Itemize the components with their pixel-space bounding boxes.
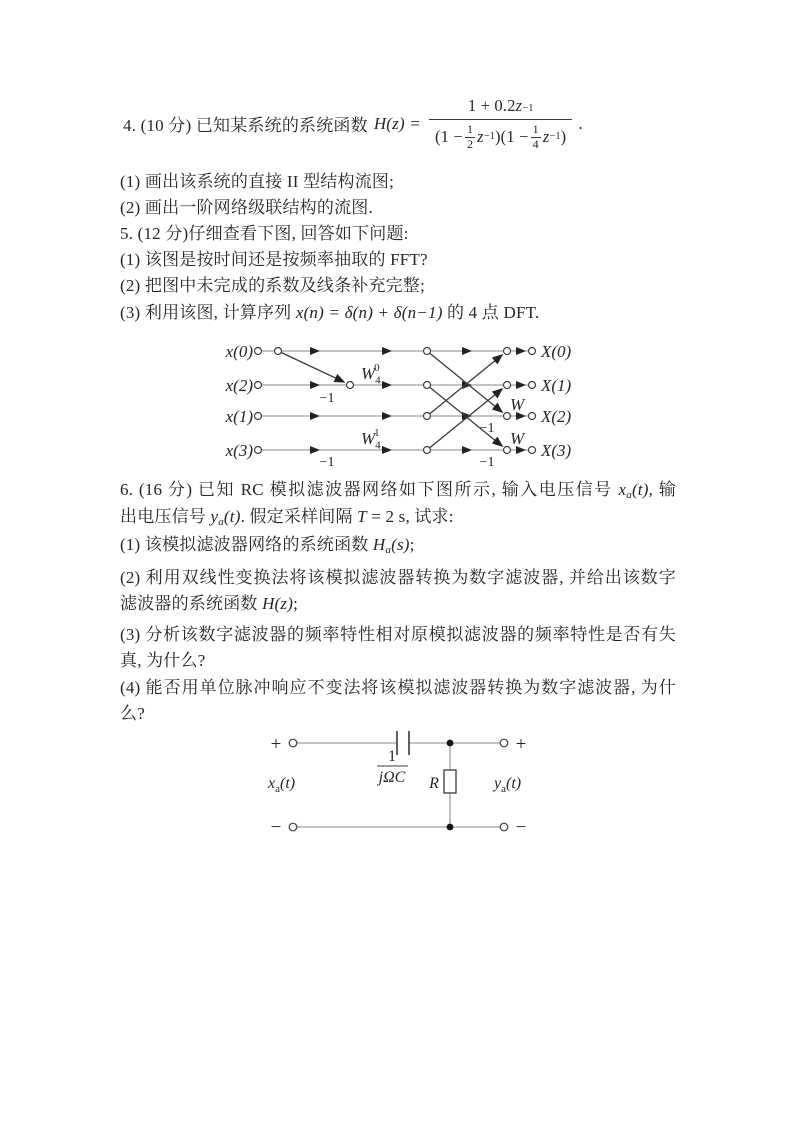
q6-item-2-line1: (2) 利用双线性变换法将该模拟滤波器转换为数字滤波器, 并给出该数字 [120, 568, 676, 587]
q6-item1-pre: (1) 该模拟滤波器网络的系统函数 [120, 535, 373, 554]
q6-hz: H(z) [262, 594, 294, 613]
q4-den-quarter-num: 1 [532, 122, 539, 136]
fft-input-label-3: x(3) [225, 441, 253, 460]
fft-minus1-stage1-row4: −1 [319, 455, 335, 470]
q5-item3-pre: (3) 利用该图, 计算序列 [120, 303, 296, 322]
q4-den-close: ) [560, 127, 567, 147]
q6-ya-base: y [210, 507, 219, 526]
fft-w40-base: W [361, 364, 376, 383]
q4-den-open2: )(1 − [494, 127, 529, 147]
q4-den-quarter-fraction [531, 123, 541, 152]
q4-fraction-numerator: 1 + 0.2 z −1 [467, 96, 534, 115]
rc-circuit-diagram [230, 720, 560, 850]
fft-twiddle-w-incomplete-2: W [510, 429, 525, 448]
q4-period: . [578, 113, 583, 133]
q6-l2a: 出电压信号 [120, 507, 211, 526]
q4-lead-text: 4. (10 分) 已知某系统的系统函数 [123, 116, 368, 136]
q6-ha-base: H [372, 535, 386, 554]
fft-twiddle-w-incomplete-1: W [510, 395, 525, 414]
fft-nodes [255, 348, 536, 454]
q4-den-z2: z [542, 127, 550, 147]
q5-item-3 [120, 300, 539, 326]
q6-item2-l2a: 滤波器的系统函数 [120, 594, 263, 613]
q6-l1a: 6. (16 分) 已知 RC 模拟滤波器网络如下图所示, 输入电压信号 [120, 480, 619, 499]
output-label-rest: (t) [506, 775, 522, 792]
cap-label-numerator: 1 [388, 748, 396, 765]
q4-function-lhs: H(z) = [373, 113, 421, 133]
fft-input-label-0: x(0) [225, 342, 253, 361]
polarity-minus-left: − [270, 817, 282, 838]
q6-heading-line1 [120, 477, 676, 503]
q4-item-2: (2) 画出一阶网络级联结构的流图. [120, 198, 373, 217]
q6-l2c: , 试求: [405, 507, 454, 526]
fft-w41-base: W [361, 429, 376, 448]
q5-item-2: (2) 把图中未完成的系数及线条补充完整; [120, 276, 425, 295]
fft-input-label-2: x(1) [225, 407, 253, 426]
q6-item1-post: ; [409, 535, 415, 554]
q6-item-2-line2 [120, 591, 298, 617]
q6-item-1 [120, 532, 415, 558]
polarity-minus-right: − [515, 817, 527, 838]
q4-den-half-fraction [465, 123, 475, 152]
q4-heading [123, 96, 583, 152]
q4-den-quarter-den: 4 [532, 136, 539, 151]
q4-den-z1: z [477, 127, 484, 147]
fft-output-label-0: X(0) [541, 342, 572, 361]
fft-output-label-3: X(3) [541, 441, 572, 460]
q4-den-half-den: 2 [466, 136, 474, 151]
fft-w40-sup: 0 [374, 362, 380, 374]
fft-twiddle-w40 [361, 362, 381, 387]
polarity-plus-right: + [515, 734, 527, 755]
q6-xa-rest: (t) [631, 480, 649, 499]
q4-fraction [429, 96, 572, 152]
input-voltage-label [267, 775, 295, 795]
input-label-rest: (t) [280, 775, 296, 792]
q4-num-z: z [515, 96, 523, 115]
q5-item-1: (1) 该图是按时间还是按频率抽取的 FFT? [120, 250, 428, 269]
fft-input-label-1: x(2) [225, 376, 253, 395]
resistor-label: R [429, 775, 439, 792]
q4-num-coeff: 1 + 0.2 [467, 96, 516, 115]
fft-w40-sub: 4 [375, 374, 381, 387]
capacitor-value-label [377, 748, 408, 786]
q6-Teq: = 2 s [366, 507, 406, 526]
input-label-sub: a [275, 783, 280, 795]
q5-heading: 5. (12 分)仔细查看下图, 回答如下问题: [120, 224, 409, 243]
q5-item3-formula: x(n) = δ(n) + δ(n−1) [295, 303, 443, 322]
q4-den-open1: (1 − [434, 127, 463, 147]
q6-item-3-line1: (3) 分析该数字滤波器的频率特性相对原模拟滤波器的频率特性是否有失 [120, 625, 676, 644]
q6-l2b: . 假定采样间隔 [240, 507, 358, 526]
fft-butterfly-diagram [210, 332, 610, 474]
fft-minus1-stage2-row3: −1 [479, 421, 495, 436]
q4-fraction-denominator: (1 − $\frac{1}{2}$ z −1 )(1 − $\frac{1}{4}$ z −1 ) [429, 119, 572, 152]
q6-heading-line2 [120, 504, 454, 530]
q6-ya-rest: (t) [223, 507, 241, 526]
q6-xa-sub: a [626, 489, 632, 501]
q6-item-4-line1: (4) 能否用单位脉冲响应不变法将该模拟滤波器转换为数字滤波器, 为什 [120, 678, 676, 697]
fft-minus1-stage1-row2: −1 [319, 391, 335, 406]
polarity-plus-left: + [270, 734, 282, 755]
output-label-base: y [494, 775, 502, 792]
q6-ya-sub: a [218, 516, 224, 528]
fft-stage1-diagonal [278, 351, 344, 382]
q6-xa-base: x [618, 480, 627, 499]
q5-item3-post: 的 4 点 DFT. [442, 303, 540, 322]
q6-ha-rest: (s) [391, 535, 410, 554]
fft-output-label-1: X(1) [541, 376, 572, 395]
input-label-base: x [268, 775, 276, 792]
fft-w41-sub: 4 [375, 439, 381, 452]
q6-T: T [357, 507, 367, 526]
fft-minus1-stage2-row4: −1 [479, 455, 495, 470]
fft-output-label-2: X(2) [541, 407, 572, 426]
q6-l1b: , 输 [648, 480, 676, 499]
q6-ha-sub: a [385, 544, 392, 556]
capacitor-symbol [397, 731, 409, 755]
fft-twiddle-w41 [361, 427, 381, 452]
resistor-symbol [444, 770, 456, 793]
q6-item-3-line2: 真, 为什么? [120, 651, 206, 670]
q4-item-1: (1) 画出该系统的直接 II 型结构流图; [120, 172, 395, 191]
fft-line-arrows [310, 347, 526, 454]
q4-den-half-num: 1 [466, 122, 474, 136]
output-label-sub: a [501, 783, 506, 795]
output-voltage-label [492, 775, 521, 795]
q6-item2-l2b: ; [293, 594, 299, 613]
fft-w41-sup: 1 [374, 427, 380, 439]
q6-item-4-line2: 么? [120, 704, 145, 723]
cap-label-denominator: jΩC [378, 769, 406, 786]
